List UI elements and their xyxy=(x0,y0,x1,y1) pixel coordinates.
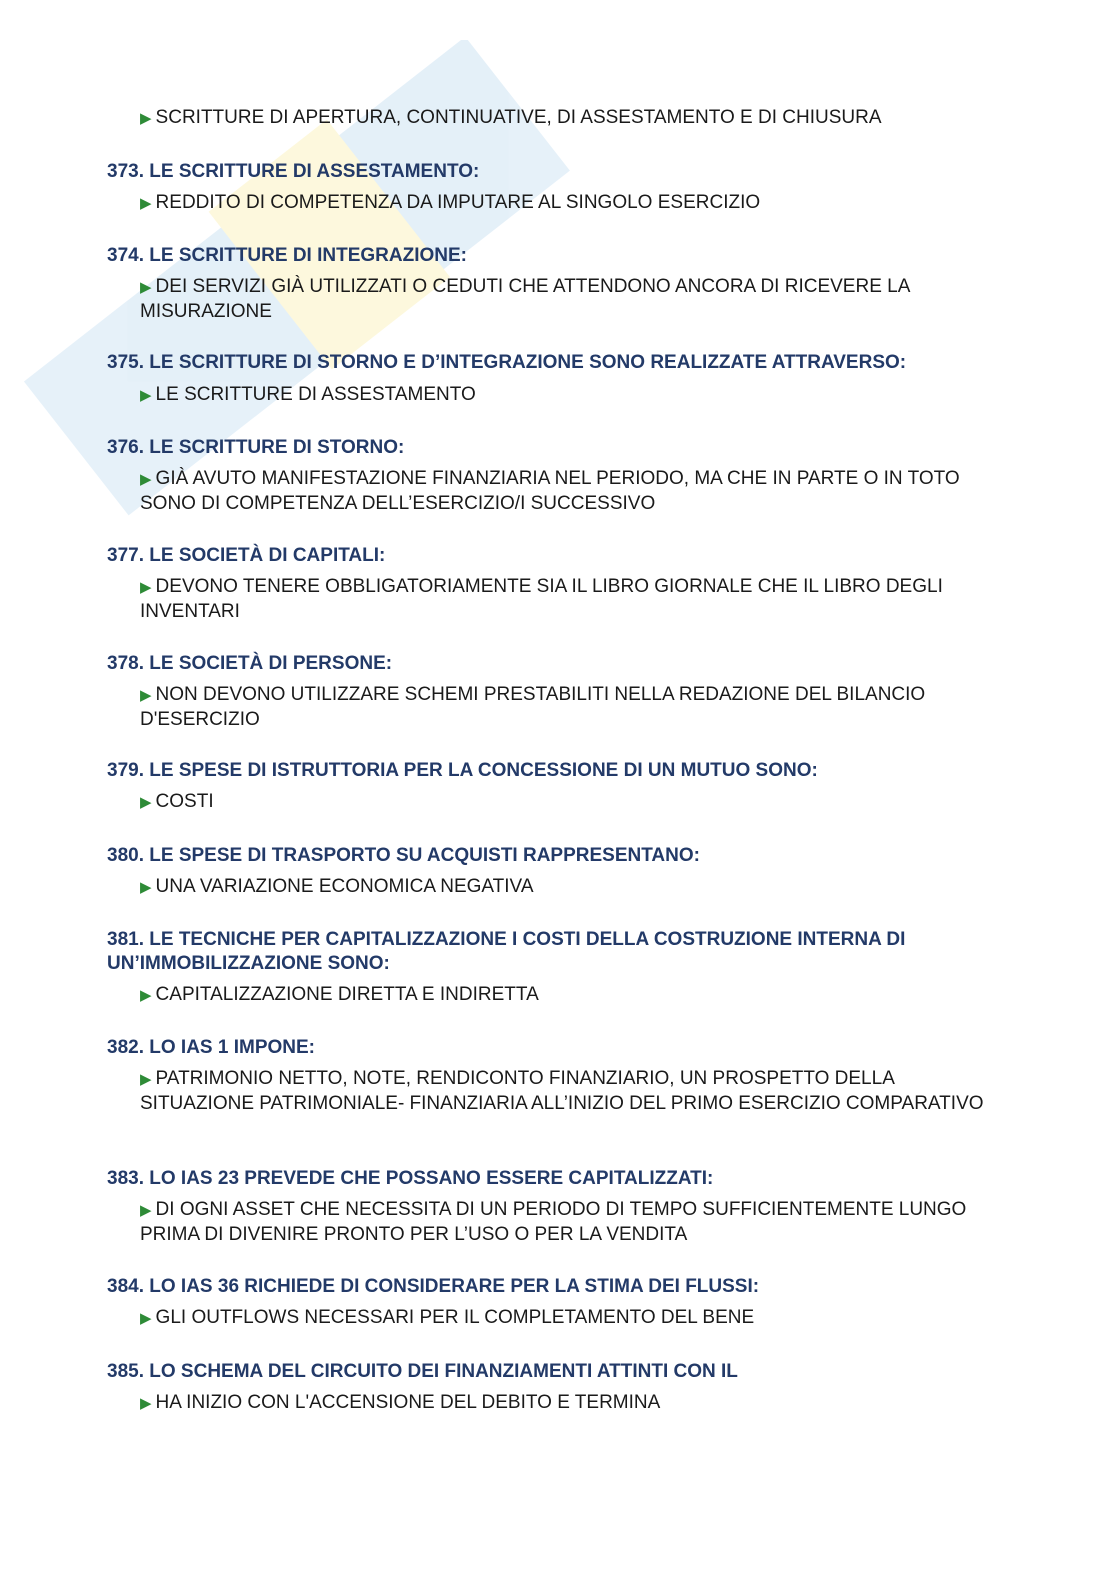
answer-text: SCRITTURE DI APERTURA, CONTINUATIVE, DI ASSESTAMENTO E DI CHIUSURA xyxy=(155,107,882,128)
arrow-icon: ▶ xyxy=(140,110,152,127)
answer-text: GIÀ AVUTO MANIFESTAZIONE FINANZIARIA NEL PERIODO, MA CHE IN PARTE O IN TOTO SONO DI COMPETENZA DELL’ESERCIZIO/I SUCCESSIVO xyxy=(140,468,960,514)
question-heading: 376. LE SCRITTURE DI STORNO: xyxy=(107,437,405,458)
arrow-icon: ▶ xyxy=(140,879,152,896)
question-heading: 383. LO IAS 23 PREVEDE CHE POSSANO ESSERE CAPITALIZZATI: xyxy=(107,1168,714,1189)
arrow-icon: ▶ xyxy=(140,387,152,404)
arrow-icon: ▶ xyxy=(140,471,152,488)
answer-text: REDDITO DI COMPETENZA DA IMPUTARE AL SINGOLO ESERCIZIO xyxy=(155,192,761,213)
answer-text: UNA VARIAZIONE ECONOMICA NEGATIVA xyxy=(155,876,534,897)
answer xyxy=(140,575,1000,623)
arrow-icon: ▶ xyxy=(140,279,152,296)
answer-text: LE SCRITTURE DI ASSESTAMENTO xyxy=(155,384,476,405)
answer xyxy=(140,875,1000,900)
question-heading: 382. LO IAS 1 IMPONE: xyxy=(107,1037,315,1058)
answer xyxy=(140,1306,1000,1331)
question-heading: 373. LE SCRITTURE DI ASSESTAMENTO: xyxy=(107,161,480,182)
arrow-icon: ▶ xyxy=(140,1071,152,1088)
question-heading: 375. LE SCRITTURE DI STORNO E D’INTEGRAZIONE SONO REALIZZATE ATTRAVERSO: xyxy=(107,352,907,373)
arrow-icon: ▶ xyxy=(140,579,152,596)
question-heading: 380. LE SPESE DI TRASPORTO SU ACQUISTI RAPPRESENTANO: xyxy=(107,845,700,866)
answer-text: HA INIZIO CON L'ACCENSIONE DEL DEBITO E TERMINA xyxy=(155,1392,661,1413)
answer-text: DEVONO TENERE OBBLIGATORIAMENTE SIA IL LIBRO GIORNALE CHE IL LIBRO DEGLI INVENTARI xyxy=(140,576,943,622)
answer-text: NON DEVONO UTILIZZARE SCHEMI PRESTABILITI NELLA REDAZIONE DEL BILANCIO D'ESERCIZIO xyxy=(140,684,926,730)
arrow-icon: ▶ xyxy=(140,195,152,212)
arrow-icon: ▶ xyxy=(140,687,152,704)
answer xyxy=(140,1198,1000,1246)
arrow-icon: ▶ xyxy=(140,1202,152,1219)
answer xyxy=(140,983,1000,1008)
arrow-icon: ▶ xyxy=(140,987,152,1004)
answer xyxy=(140,191,1000,216)
intro-answer xyxy=(140,106,1000,131)
answer-text: CAPITALIZZAZIONE DIRETTA E INDIRETTA xyxy=(155,984,539,1005)
question-heading: 377. LE SOCIETÀ DI CAPITALI: xyxy=(107,545,386,566)
answer xyxy=(140,275,1000,323)
arrow-icon: ▶ xyxy=(140,1395,152,1412)
answer xyxy=(140,1067,1000,1115)
question-heading: 379. LE SPESE DI ISTRUTTORIA PER LA CONCESSIONE DI UN MUTUO SONO: xyxy=(107,760,818,781)
arrow-icon: ▶ xyxy=(140,1310,152,1327)
answer xyxy=(140,683,1000,731)
answer xyxy=(140,1391,1000,1416)
answer xyxy=(140,467,1000,515)
question-heading: 378. LE SOCIETÀ DI PERSONE: xyxy=(107,653,393,674)
question-heading: 381. LE TECNICHE PER CAPITALIZZAZIONE I COSTI DELLA COSTRUZIONE INTERNA DI UN’IMMOBILIZZAZIONE SONO: xyxy=(107,929,906,974)
answer xyxy=(140,790,1000,815)
answer xyxy=(140,383,1000,408)
answer-text: PATRIMONIO NETTO, NOTE, RENDICONTO FINANZIARIO, UN PROSPETTO DELLA SITUAZIONE PATRIMONIALE- FINANZIARIA ALL’INIZIO DEL PRIMO ESERCIZIO COMPARATIVO xyxy=(140,1068,984,1114)
question-heading: 385. LO SCHEMA DEL CIRCUITO DEI FINANZIAMENTI ATTINTI CON IL xyxy=(107,1361,738,1382)
question-heading: 384. LO IAS 36 RICHIEDE DI CONSIDERARE PER LA STIMA DEI FLUSSI: xyxy=(107,1276,760,1297)
answer-text: COSTI xyxy=(155,791,214,812)
answer-text: GLI OUTFLOWS NECESSARI PER IL COMPLETAMENTO DEL BENE xyxy=(155,1307,755,1328)
answer-text: DEI SERVIZI GIÀ UTILIZZATI O CEDUTI CHE ATTENDONO ANCORA DI RICEVERE LA MISURAZIONE xyxy=(140,276,910,322)
question-heading: 374. LE SCRITTURE DI INTEGRAZIONE: xyxy=(107,245,467,266)
answer-text: DI OGNI ASSET CHE NECESSITA DI UN PERIODO DI TEMPO SUFFICIENTEMENTE LUNGO PRIMA DI DIVENIRE PRONTO PER L’USO O PER LA VENDITA xyxy=(140,1199,967,1245)
arrow-icon: ▶ xyxy=(140,794,152,811)
